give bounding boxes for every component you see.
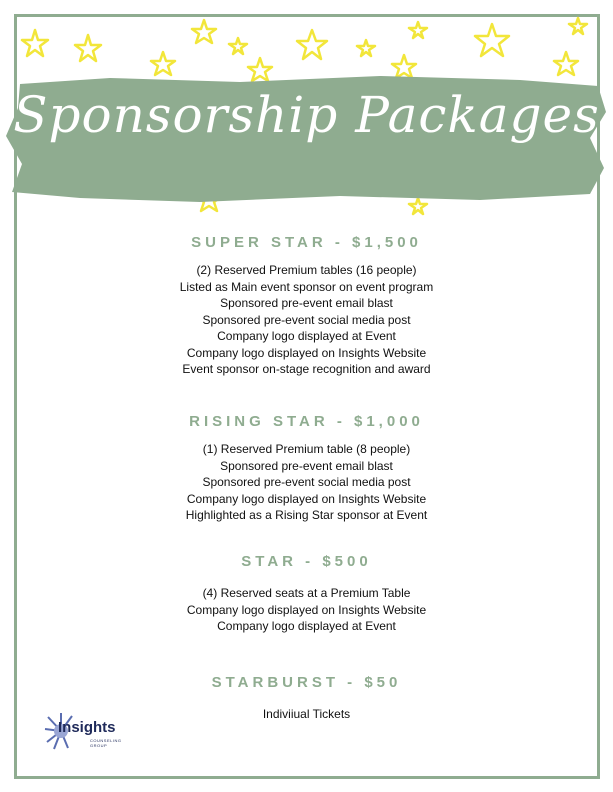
- star-icon: [409, 22, 427, 38]
- list-item: Listed as Main event sponsor on event program: [179, 279, 434, 294]
- list-item: Sponsored pre-event social media post: [202, 475, 411, 489]
- list-item: Event sponsor on-stage recognition and award: [182, 362, 431, 376]
- list-item: (1) Reserved Premium table (8 people): [202, 442, 411, 456]
- list-item: Company logo displayed on Insights Website: [186, 602, 427, 617]
- package-list-super-star: [0, 262, 613, 378]
- list-item: Indiviiual Tickets: [262, 707, 351, 721]
- package-list-rising-star: [0, 441, 613, 524]
- list-item: (4) Reserved seats at a Premium Table: [202, 586, 411, 600]
- star-icon: [297, 30, 327, 59]
- list-item: Company logo displayed at Event: [217, 329, 396, 343]
- star-icon: [192, 20, 216, 43]
- package-heading-star: STAR - $500: [241, 553, 372, 570]
- list-item: (2) Reserved Premium tables (16 people): [196, 263, 417, 277]
- insights-logo: [44, 709, 140, 755]
- list-item: Sponsored pre-event email blast: [220, 458, 393, 473]
- package-heading-rising-star: RISING STAR - $1,000: [189, 413, 424, 430]
- star-icon: [22, 30, 48, 56]
- list-item: Sponsored pre-event social media post: [202, 312, 411, 327]
- page-title: Sponsorship Packages: [13, 86, 600, 144]
- star-icon: [475, 24, 509, 56]
- list-item: Company logo displayed on Insights Website: [186, 491, 427, 506]
- star-icon: [357, 40, 375, 56]
- list-item: Highlighted as a Rising Star sponsor at Event: [185, 508, 428, 522]
- star-icon: [75, 35, 101, 61]
- list-item: Company logo displayed at Event: [217, 619, 396, 633]
- list-item: Sponsored pre-event email blast: [220, 296, 393, 310]
- package-heading-super-star: SUPER STAR - $1,500: [191, 234, 422, 251]
- package-heading-starburst: STARBURST - $50: [211, 674, 402, 691]
- list-item: Company logo displayed on Insights Website: [186, 345, 427, 360]
- logo-subtitle: COUNSELING GROUP: [90, 738, 122, 748]
- package-list-star: [0, 585, 613, 635]
- star-icon: [229, 38, 247, 54]
- logo-name: Insights: [58, 719, 116, 736]
- star-icon: [569, 18, 587, 34]
